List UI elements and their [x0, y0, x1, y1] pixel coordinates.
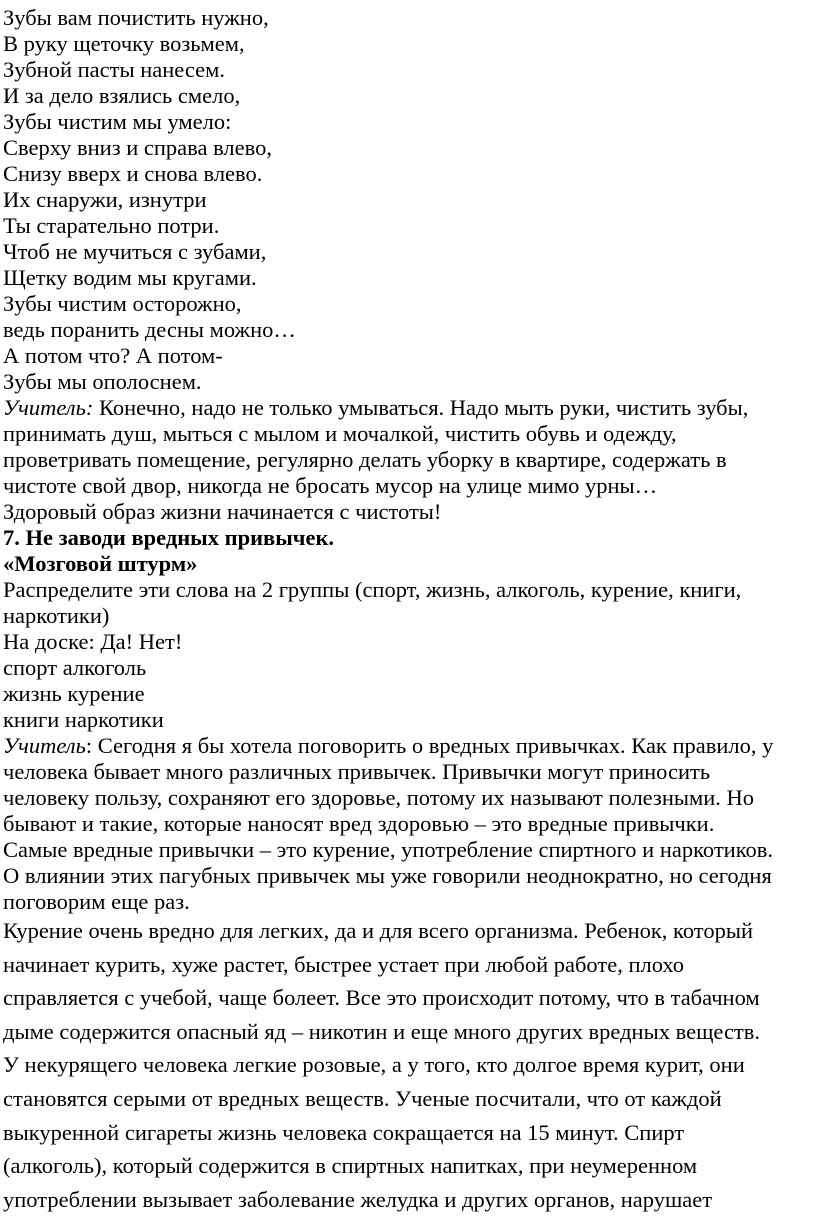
teacher-paragraph-line: человеку пользу, сохраняют его здоровье, потому их называют полезными. Но	[3, 785, 755, 810]
task-line: жизнь курение	[3, 681, 145, 706]
poem-line: Снизу вверх и снова влево.	[3, 161, 263, 186]
poem-line: Зубной пасты нанесем.	[3, 57, 225, 82]
poem-line: В руку щеточку возьмем,	[3, 31, 245, 56]
body-line: Курение очень вредно для легких, да и для всего организма. Ребенок, который	[3, 918, 753, 943]
task-line: На доске: Да! Нет!	[3, 629, 183, 654]
poem-line: Зубы чистим осторожно,	[3, 291, 242, 316]
teacher-paragraph-line: поговорим еще раз.	[3, 889, 190, 914]
poem-line: Зубы мы ополоснем.	[3, 369, 202, 394]
teacher-text: : Сегодня я бы хотела поговорить о вредных привычках. Как правило, у	[85, 733, 774, 758]
task-line: спорт алкоголь	[3, 655, 147, 680]
teacher-text: Конечно, надо не только умываться. Надо мыть руки, чистить зубы,	[93, 395, 749, 420]
poem-line: Сверху вниз и справа влево,	[3, 135, 272, 160]
teacher-paragraph-line: человека бывает много различных привычек. Привычки могут приносить	[3, 759, 711, 784]
poem-line: Щетку водим мы кругами.	[3, 265, 257, 290]
poem-line: Их снаружи, изнутри	[3, 187, 207, 212]
body-line: начинает курить, хуже растет, быстрее устает при любой работе, плохо	[3, 952, 685, 977]
teacher-paragraph-line: принимать душ, мыться с мылом и мочалкой, чистить обувь и одежду,	[3, 421, 677, 446]
task-line: наркотики)	[3, 603, 110, 628]
body-line: выкуренной сигареты жизнь человека сокращается на 15 минут. Спирт	[3, 1120, 685, 1145]
speaker-label: Учитель:	[3, 395, 94, 420]
teacher-paragraph-line: Здоровый образ жизни начинается с чистоты!	[3, 499, 442, 524]
body-line: дыме содержится опасный яд – никотин и еще много других вредных веществ.	[3, 1019, 761, 1044]
teacher-paragraph-line: О влиянии этих пагубных привычек мы уже говорили неоднократно, но сегодня	[3, 863, 772, 888]
teacher-paragraph-line	[3, 395, 748, 421]
task-line: книги наркотики	[3, 707, 164, 732]
poem-line: Ты старательно потри.	[3, 213, 220, 238]
body-line: становятся серыми от вредных веществ. Ученые посчитали, что от каждой	[3, 1086, 722, 1111]
poem-line: Чтоб не мучиться с зубами,	[3, 239, 267, 264]
poem-line: ведь поранить десны можно…	[3, 317, 296, 342]
section-subheading: «Мозговой штурм»	[3, 551, 198, 576]
poem-line: И за дело взялись смело,	[3, 83, 241, 108]
teacher-paragraph-line: чистоте свой двор, никогда не бросать мусор на улице мимо урны…	[3, 473, 658, 498]
body-line: справляется с учебой, чаще болеет. Все это происходит потому, что в табачном	[3, 985, 760, 1010]
teacher-paragraph-line: бывают и такие, которые наносят вред здоровью – это вредные привычки.	[3, 811, 715, 836]
poem-line: А потом что? А потом-	[3, 343, 223, 368]
teacher-paragraph-line	[3, 733, 773, 759]
poem-line: Зубы вам почистить нужно,	[3, 5, 269, 30]
teacher-paragraph-line: проветривать помещение, регулярно делать уборку в квартире, содержать в	[3, 447, 727, 472]
teacher-paragraph-line: Самые вредные привычки – это курение, употребление спиртного и наркотиков.	[3, 837, 774, 862]
task-line: Распределите эти слова на 2 группы (спорт, жизнь, алкоголь, курение, книги,	[3, 577, 742, 602]
poem-line: Зубы чистим мы умело:	[3, 109, 232, 134]
body-line: употреблении вызывает заболевание желудка и других органов, нарушает	[3, 1187, 713, 1212]
body-line: (алкоголь), который содержится в спиртных напитках, при неумеренном	[3, 1153, 698, 1178]
section-heading: 7. Не заводи вредных привычек.	[3, 525, 335, 550]
speaker-label: Учитель	[3, 733, 86, 758]
body-line: У некурящего человека легкие розовые, а у того, кто долгое время курит, они	[3, 1052, 745, 1077]
